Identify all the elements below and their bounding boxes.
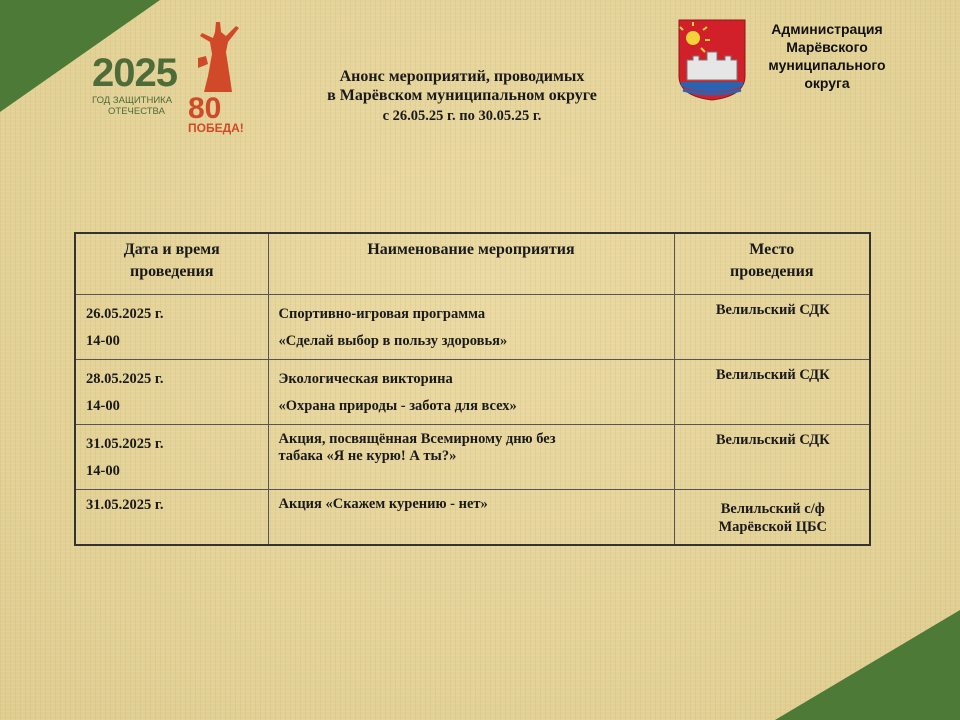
event-place: Велильский СДК — [715, 301, 830, 318]
event-place-cell — [674, 359, 870, 424]
announcement-title — [262, 67, 662, 127]
event-time: 14-00 — [86, 332, 120, 349]
name-column-header — [268, 233, 674, 294]
event-place-cell — [674, 424, 870, 489]
administration-label — [754, 20, 900, 92]
event-name-line1: Акция «Скажем курению - нет» — [278, 495, 488, 512]
administration-line2: Марёвского — [786, 39, 868, 55]
event-name-cell — [268, 424, 674, 489]
event-name-line2: табака «Я не курю! А ты?» — [278, 447, 457, 464]
event-date: 31.05.2025 г. — [86, 435, 164, 452]
year-of-defender-logo — [88, 52, 188, 122]
event-time: 14-00 — [86, 462, 120, 479]
logo-year-line2: ОТЕЧЕСТВА — [108, 106, 165, 117]
event-time: 14-00 — [86, 397, 120, 414]
logo-year: 2025 — [92, 51, 177, 95]
date-column-header — [75, 233, 268, 294]
name-header-text: Наименование мероприятия — [367, 241, 575, 258]
event-date: 31.05.2025 г. — [86, 496, 164, 513]
motherland-statue-icon — [186, 18, 250, 96]
victory-number: 80 — [188, 92, 222, 125]
table-row — [75, 424, 870, 489]
date-header-line1: Дата и время — [123, 241, 220, 258]
events-table — [74, 232, 871, 546]
corner-decoration-bottom-right — [775, 610, 960, 720]
event-name-line1: Спортивно-игровая программа — [278, 305, 486, 322]
event-place-cell — [674, 489, 870, 545]
announcement-line1: Анонс мероприятий, проводимых — [339, 68, 585, 85]
administration-line3: муниципального — [768, 57, 886, 73]
event-date: 26.05.2025 г. — [86, 305, 164, 322]
event-place-line2: Марёвской ЦБС — [718, 518, 827, 535]
announcement-dates: с 26.05.25 г. по 30.05.25 г. — [382, 108, 542, 124]
date-header-line2: проведения — [129, 263, 214, 280]
event-date-cell — [75, 294, 268, 359]
event-name-line2: «Охрана природы - забота для всех» — [278, 397, 517, 414]
administration-line1: Администрация — [771, 21, 883, 37]
place-header-line1: Место — [749, 241, 795, 258]
table-row — [75, 359, 870, 424]
event-name-line1: Акция, посвящённая Всемирному дню без — [278, 430, 556, 447]
event-name-cell — [268, 489, 674, 545]
administration-line4: округа — [804, 75, 850, 91]
coat-of-arms-icon — [677, 18, 747, 102]
place-column-header — [674, 233, 870, 294]
event-date-cell — [75, 359, 268, 424]
table-row — [75, 294, 870, 359]
table-row — [75, 489, 870, 545]
event-place: Велильский СДК — [715, 366, 830, 383]
event-place: Велильский СДК — [715, 431, 830, 448]
place-header-line2: проведения — [729, 263, 814, 280]
table-header-row — [75, 233, 870, 294]
event-date: 28.05.2025 г. — [86, 370, 164, 387]
event-place-cell — [674, 294, 870, 359]
victory-80-logo — [186, 18, 250, 135]
event-name-cell — [268, 359, 674, 424]
victory-word: ПОБЕДА! — [188, 121, 244, 135]
event-date-cell — [75, 424, 268, 489]
event-name-cell — [268, 294, 674, 359]
logo-year-line1: ГОД ЗАЩИТНИКА — [92, 95, 173, 106]
announcement-line2: в Марёвском муниципальном округе — [327, 87, 597, 104]
event-name-line2: «Сделай выбор в пользу здоровья» — [278, 332, 508, 349]
event-name-line1: Экологическая викторина — [278, 370, 453, 387]
event-place-line1: Велильский с/ф — [720, 500, 825, 517]
event-date-cell — [75, 489, 268, 545]
